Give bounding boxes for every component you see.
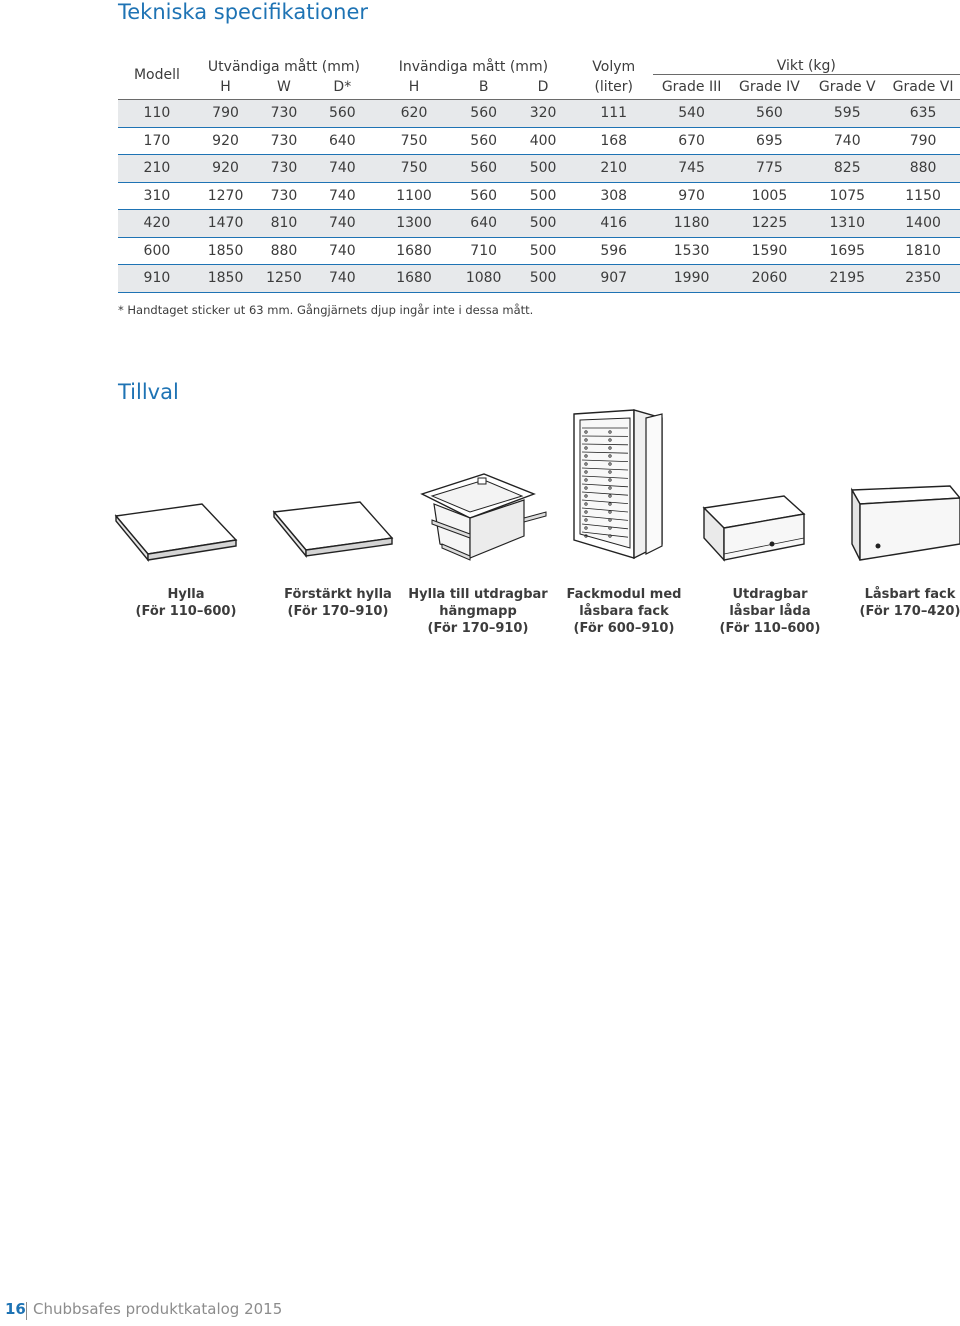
table-cell: 1530 bbox=[673, 242, 710, 259]
table-cell: 540 bbox=[678, 105, 705, 122]
table-cell: 560 bbox=[470, 160, 498, 177]
table-cell: 1005 bbox=[751, 187, 788, 204]
table-cell: 416 bbox=[600, 215, 628, 232]
table-cell: 2195 bbox=[829, 270, 866, 287]
table-cell: 880 bbox=[909, 160, 937, 177]
table-cell: 1100 bbox=[396, 187, 432, 204]
table-footnote: * Handtaget sticker ut 63 mm. Gångjärnets djup ingår inte i dessa mått. bbox=[118, 303, 534, 317]
option-locker-module bbox=[550, 408, 698, 648]
table-cell: 400 bbox=[529, 132, 557, 149]
header-grade-vi: Grade VI bbox=[892, 79, 954, 95]
table-cell: 1680 bbox=[396, 242, 432, 259]
table-cell: 2060 bbox=[751, 270, 788, 287]
table-cell: 500 bbox=[529, 242, 557, 259]
table-cell: 825 bbox=[833, 160, 861, 177]
table-row bbox=[118, 127, 960, 155]
table-cell: 1300 bbox=[396, 215, 432, 232]
table-cell: 210 bbox=[600, 160, 628, 177]
table-cell: 635 bbox=[909, 105, 937, 122]
table-cell: 880 bbox=[270, 242, 298, 259]
table-row bbox=[118, 182, 960, 210]
table-cell: 560 bbox=[756, 105, 783, 122]
table-cell: 595 bbox=[833, 105, 861, 122]
table-cell: 730 bbox=[270, 105, 298, 122]
table-cell: 596 bbox=[600, 242, 628, 259]
option-reinforced-shelf bbox=[264, 408, 412, 648]
table-cell: 210 bbox=[143, 160, 171, 177]
table-cell: 168 bbox=[600, 132, 628, 149]
table-cell: 2350 bbox=[905, 270, 941, 287]
table-cell: 640 bbox=[470, 215, 498, 232]
table-cell: 1075 bbox=[829, 187, 866, 204]
footer-divider bbox=[26, 1302, 27, 1320]
header-modell: Modell bbox=[118, 50, 196, 100]
table-cell: 790 bbox=[212, 105, 239, 122]
header-weight: Vikt (kg) bbox=[653, 50, 960, 75]
table-cell: 730 bbox=[270, 187, 298, 204]
table-cell: 790 bbox=[909, 132, 937, 149]
header-inner-h: H bbox=[408, 78, 420, 95]
table-cell: 1850 bbox=[207, 270, 244, 287]
table-cell: 500 bbox=[529, 160, 557, 177]
table-cell: 1470 bbox=[207, 215, 244, 232]
table-cell: 310 bbox=[143, 187, 171, 204]
header-outer-d: D* bbox=[333, 78, 352, 95]
table-cell: 111 bbox=[600, 105, 628, 122]
table-row bbox=[118, 265, 960, 293]
header-volume: Volym bbox=[592, 58, 636, 75]
section-title-specs: Tekniska specifikationer bbox=[118, 0, 369, 24]
header-outer-h: H bbox=[220, 78, 231, 95]
table-cell: 920 bbox=[212, 160, 239, 177]
table-cell: 775 bbox=[756, 160, 783, 177]
section-title-options: Tillval bbox=[118, 380, 179, 404]
table-cell: 1180 bbox=[673, 215, 710, 232]
table-cell: 1400 bbox=[905, 215, 941, 232]
locker-module-icon bbox=[550, 408, 698, 568]
catalog-title: Chubbsafes produktkatalog 2015 bbox=[33, 1300, 283, 1318]
table-cell: 1250 bbox=[266, 270, 302, 287]
lockable-compartment-icon bbox=[836, 408, 960, 568]
options-row bbox=[100, 408, 960, 648]
table-cell: 1680 bbox=[396, 270, 432, 287]
table-cell: 740 bbox=[328, 215, 356, 232]
table-cell: 500 bbox=[529, 187, 557, 204]
header-outer-w: W bbox=[277, 78, 291, 95]
table-cell: 910 bbox=[143, 270, 171, 287]
table-cell: 560 bbox=[470, 132, 498, 149]
table-cell: 1080 bbox=[465, 270, 502, 287]
table-cell: 750 bbox=[400, 160, 428, 177]
table-cell: 740 bbox=[328, 242, 356, 259]
table-cell: 620 bbox=[400, 105, 428, 122]
table-cell: 740 bbox=[328, 160, 356, 177]
spec-table bbox=[118, 50, 960, 293]
table-cell: 1225 bbox=[751, 215, 788, 232]
page-number: 16 bbox=[5, 1300, 26, 1318]
table-cell: 308 bbox=[600, 187, 628, 204]
table-cell: 320 bbox=[529, 105, 557, 122]
table-cell: 740 bbox=[328, 187, 356, 204]
table-cell: 1850 bbox=[207, 242, 244, 259]
table-cell: 670 bbox=[678, 132, 705, 149]
header-inner-d: D bbox=[537, 78, 549, 95]
lockable-drawer-icon bbox=[696, 408, 844, 568]
table-cell: 740 bbox=[328, 270, 356, 287]
shelf-icon bbox=[112, 408, 260, 568]
table-cell: 1810 bbox=[905, 242, 941, 259]
table-cell: 695 bbox=[756, 132, 783, 149]
table-cell: 600 bbox=[143, 242, 171, 259]
option-lockable-drawer bbox=[696, 408, 844, 648]
table-cell: 420 bbox=[143, 215, 171, 232]
table-cell: 1590 bbox=[751, 242, 788, 259]
option-shelf bbox=[112, 408, 260, 648]
header-volume-unit: (liter) bbox=[594, 78, 634, 95]
table-row bbox=[118, 237, 960, 265]
table-cell: 810 bbox=[270, 215, 298, 232]
table-cell: 710 bbox=[470, 242, 498, 259]
table-cell: 907 bbox=[600, 270, 628, 287]
table-cell: 1270 bbox=[207, 187, 244, 204]
table-cell: 730 bbox=[270, 160, 298, 177]
table-row bbox=[118, 155, 960, 183]
option-hanging-file-shelf bbox=[404, 408, 552, 648]
table-cell: 970 bbox=[678, 187, 705, 204]
table-cell: 640 bbox=[328, 132, 356, 149]
table-cell: 560 bbox=[328, 105, 356, 122]
table-row bbox=[118, 100, 960, 128]
table-cell: 1695 bbox=[829, 242, 866, 259]
option-label: Utdragbar låsbar låda (För 110–600) bbox=[719, 587, 821, 636]
table-cell: 560 bbox=[470, 105, 498, 122]
option-label: Låsbart fack (För 170–420) bbox=[859, 587, 960, 619]
table-cell: 1990 bbox=[673, 270, 710, 287]
header-outer-dimensions: Utvändiga mått (mm) bbox=[207, 58, 360, 75]
table-cell: 500 bbox=[529, 270, 557, 287]
table-cell: 110 bbox=[143, 105, 171, 122]
option-lockable-compartment bbox=[836, 408, 960, 648]
option-label: Förstärkt hylla (För 170–910) bbox=[284, 587, 392, 619]
table-cell: 750 bbox=[400, 132, 428, 149]
table-cell: 745 bbox=[678, 160, 705, 177]
table-cell: 1150 bbox=[905, 187, 941, 204]
table-cell: 740 bbox=[833, 132, 861, 149]
table-cell: 730 bbox=[270, 132, 298, 149]
reinforced-shelf-icon bbox=[264, 408, 412, 568]
header-grade-v: Grade V bbox=[818, 79, 876, 95]
table-cell: 560 bbox=[470, 187, 498, 204]
header-grade-iv: Grade IV bbox=[739, 79, 800, 95]
option-label: Fackmodul med låsbara fack (För 600–910) bbox=[566, 587, 682, 636]
header-grade-iii: Grade III bbox=[661, 79, 722, 95]
table-cell: 170 bbox=[143, 132, 171, 149]
header-inner-dimensions: Invändiga mått (mm) bbox=[398, 58, 549, 75]
hanging-file-shelf-icon bbox=[404, 408, 552, 568]
table-row bbox=[118, 210, 960, 238]
header-inner-b: B bbox=[478, 78, 489, 95]
option-label: Hylla (För 110–600) bbox=[135, 587, 237, 619]
table-cell: 500 bbox=[529, 215, 557, 232]
option-label: Hylla till utdragbar hängmapp (För 170–910) bbox=[408, 587, 548, 636]
table-cell: 920 bbox=[212, 132, 239, 149]
table-cell: 1310 bbox=[829, 215, 866, 232]
